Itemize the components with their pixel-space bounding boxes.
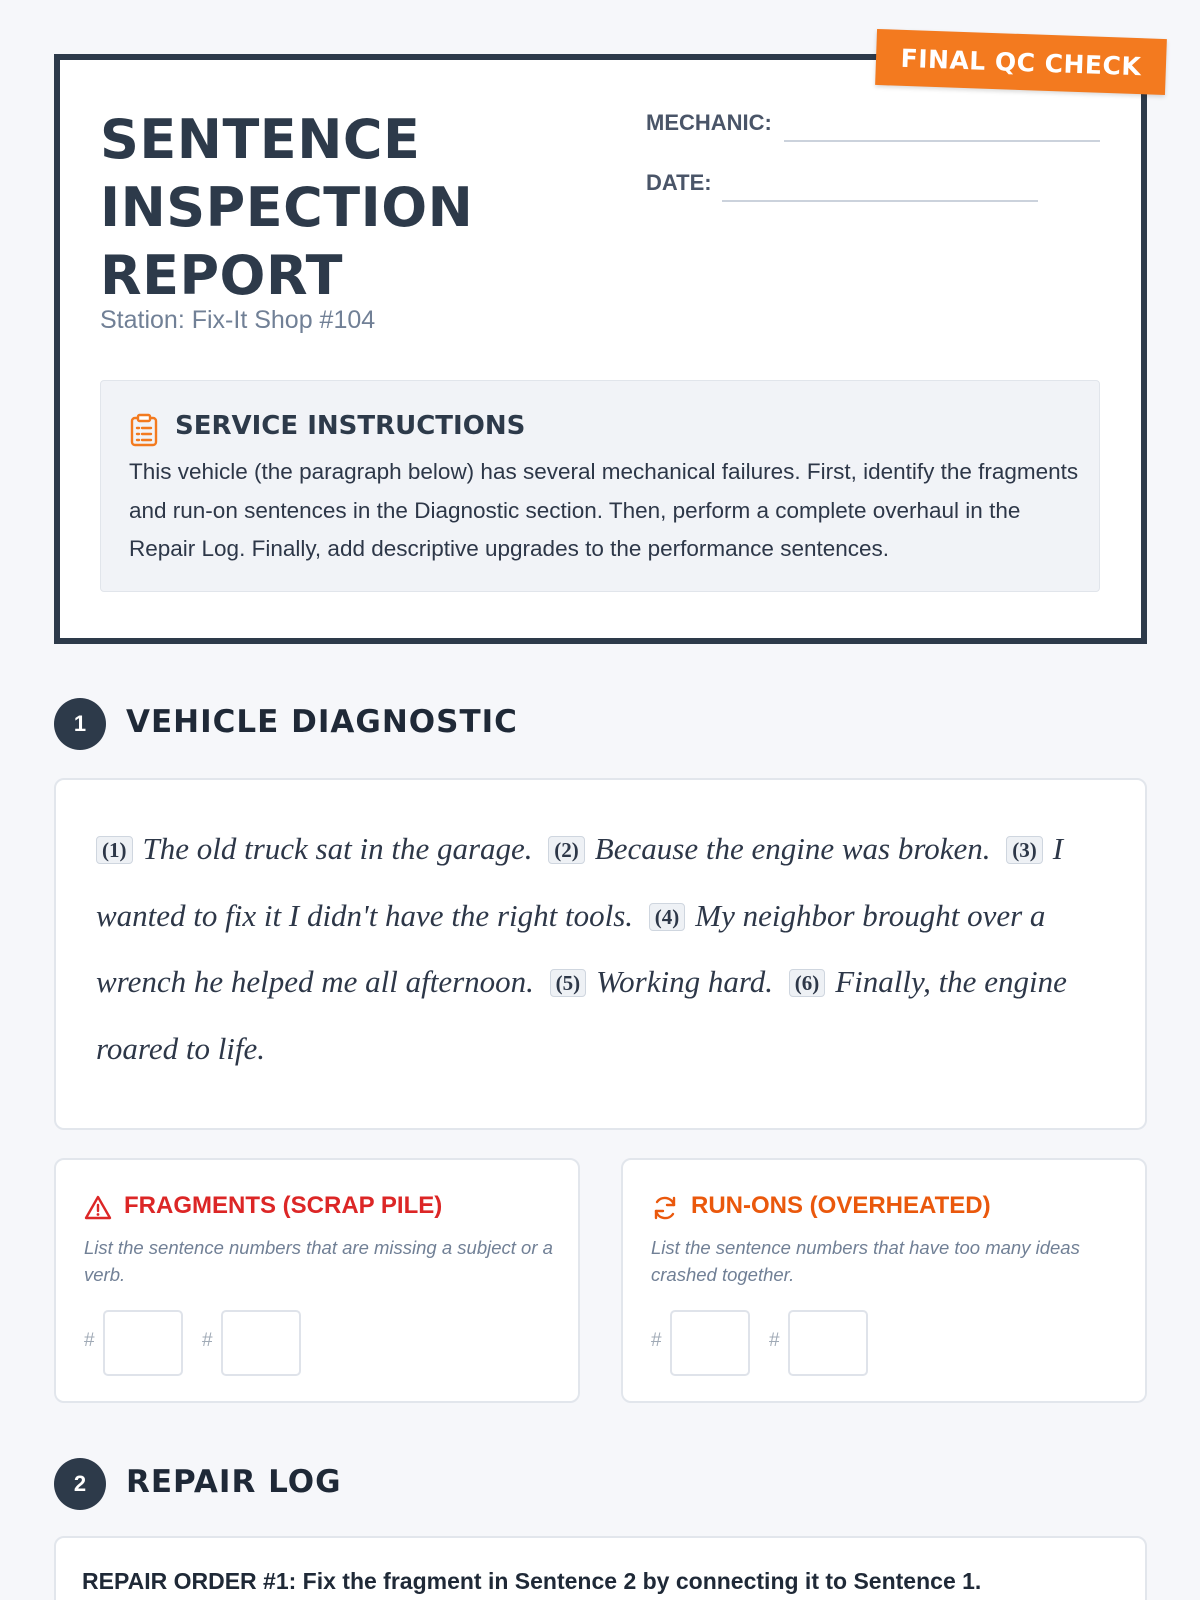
sentence-number: (5) xyxy=(550,969,587,997)
station-label: Station: Fix-It Shop #104 xyxy=(100,306,376,334)
section-2-number: 2 xyxy=(54,1458,106,1510)
hash-label: # xyxy=(202,1330,213,1351)
runon-answer-input-1[interactable] xyxy=(670,1310,750,1376)
sentence-number: (2) xyxy=(548,836,585,864)
hash-label: # xyxy=(769,1330,780,1351)
mechanic-field[interactable] xyxy=(784,140,1100,142)
date-field[interactable] xyxy=(722,200,1038,202)
warning-triangle-icon xyxy=(84,1194,112,1222)
refresh-icon xyxy=(651,1194,679,1222)
fragments-heading: FRAGMENTS (SCRAP PILE) xyxy=(124,1192,443,1219)
hash-label: # xyxy=(84,1330,95,1351)
diagnostic-passage xyxy=(96,816,1106,1082)
sentence-text: The old truck sat in the garage. xyxy=(142,831,533,866)
service-instructions xyxy=(100,380,1100,592)
title-line-1: SENTENCE xyxy=(100,108,421,171)
sentence-text: Because the engine was broken. xyxy=(594,831,991,866)
diagnostic-passage-card xyxy=(54,778,1147,1130)
runon-answer-input-2[interactable] xyxy=(788,1310,868,1376)
sentence-number: (1) xyxy=(96,836,133,864)
date-label: DATE: xyxy=(646,170,712,195)
runons-card xyxy=(621,1158,1147,1403)
instructions-heading: SERVICE INSTRUCTIONS xyxy=(175,411,526,441)
sentence-number: (6) xyxy=(789,969,826,997)
report-title xyxy=(100,106,580,310)
sentence-text: Finally, the engine roared to life. xyxy=(96,964,1067,1066)
report-header-card xyxy=(54,54,1147,644)
fragments-card xyxy=(54,1158,580,1403)
fragment-answer-input-2[interactable] xyxy=(221,1310,301,1376)
section-1-number: 1 xyxy=(54,698,106,750)
sentence-number: (4) xyxy=(649,903,686,931)
section-1-title: VEHICLE DIAGNOSTIC xyxy=(126,704,518,740)
runons-heading: RUN-ONS (OVERHEATED) xyxy=(691,1192,991,1219)
repair-order-card xyxy=(54,1536,1147,1600)
sentence-number: (3) xyxy=(1006,836,1043,864)
section-2-title: REPAIR LOG xyxy=(126,1464,342,1500)
title-line-2: INSPECTION xyxy=(100,176,474,239)
qc-stamp: FINAL QC CHECK xyxy=(875,29,1167,95)
fragment-answer-input-1[interactable] xyxy=(103,1310,183,1376)
instructions-body: This vehicle (the paragraph below) has several mechanical failures. First, identify the fragments and run-on sentences in the Diagnostic section. Then, perform a complete overhaul in the Repair Log. Finally, add descriptive upgrades to the performance sentences. xyxy=(129,459,1079,561)
sentence-text: Working hard. xyxy=(596,964,773,999)
mechanic-label: MECHANIC: xyxy=(646,110,772,135)
title-line-3: REPORT xyxy=(100,244,343,307)
fragments-description: List the sentence numbers that are missing a subject or a verb. xyxy=(84,1237,553,1285)
repair-order-1: REPAIR ORDER #1: Fix the fragment in Sentence 2 by connecting it to Sentence 1. xyxy=(82,1568,982,1594)
clipboard-icon xyxy=(129,413,159,447)
runons-description: List the sentence numbers that have too many ideas crashed together. xyxy=(651,1237,1080,1285)
hash-label: # xyxy=(651,1330,662,1351)
sentence-text: I wanted to fix it I didn't have the right tools. xyxy=(96,831,1064,933)
sentence-text: My neighbor brought over a wrench he helped me all afternoon. xyxy=(96,897,1046,999)
